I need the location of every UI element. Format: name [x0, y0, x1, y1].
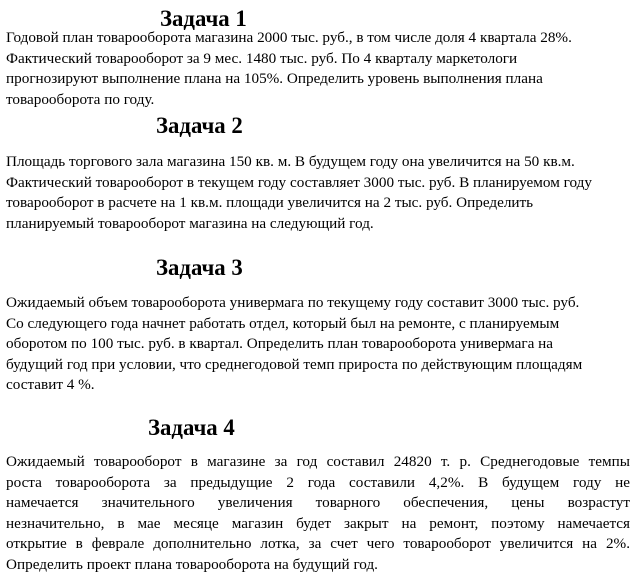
task-1-line: прогнозируют выполнение плана на 105%. Определить уровень выполнения плана	[6, 70, 543, 88]
task-4-text	[6, 452, 630, 576]
task-1-line: Фактический товарооборот за 9 мес. 1480 тыс. руб. По 4 кварталу маркетологи	[6, 49, 518, 67]
task-2-line: Площадь торгового зала магазина 150 кв. м. В будущем году она увеличится на 50 кв.м.	[6, 153, 575, 170]
task-3-line: составит 4 %.	[6, 376, 95, 394]
task-2-line: планируемый товарооборот магазина на следующий год.	[6, 214, 374, 232]
task-1-text	[6, 28, 630, 110]
task-1-line: товарооборота по году.	[6, 90, 155, 108]
task-4-line: роста товарооборота за предыдущие 2 года составили 4,2%. В будущем году не	[6, 473, 630, 491]
task-2-title: Задача 2	[156, 113, 243, 138]
task-3-line: Ожидаемый объем товарооборота универмага по текущему году составит 3000 тыс. руб.	[6, 294, 580, 311]
task-4-title: Задача 4	[148, 415, 235, 440]
task-3-line: Со следующего года начнет работать отдел, который был на ремонте, с планируемым	[6, 314, 560, 332]
task-1-title: Задача 1	[160, 6, 247, 31]
task-4-line: Ожидаемый товарооборот в магазине за год составил 24820 т. р. Среднегодовые темпы	[6, 453, 630, 470]
task-2-line: Фактический товарооборот в текущем году составляет 3000 тыс. руб. В планируемом году	[6, 173, 592, 191]
task-3-line: оборотом по 100 тыс. руб. в квартал. Определить план товарооборота универмага на	[6, 335, 554, 353]
task-3-title: Задача 3	[156, 255, 243, 280]
task-3-line: будущий год при условии, что среднегодовой темп прироста по действующим площадям	[6, 355, 583, 373]
task-4-line: открытие в феврале дополнительно лотка, за счет чего товарооборот увеличится на 2%.	[6, 535, 630, 553]
task-2-line: товарооборот в расчете на 1 кв.м. площади увеличится на 2 тыс. руб. Определить	[6, 194, 534, 212]
task-4-line: Определить проект плана товарооборота на будущий год.	[6, 555, 378, 573]
task-2-text	[6, 152, 630, 234]
task-1-line: Годовой план товарооборота магазина 2000 тыс. руб., в том числе доля 4 квартала 28%.	[6, 29, 572, 46]
task-4-line: незначительно, в мае месяце магазин будет закрыт на ремонт, поэтому намечается	[6, 514, 630, 532]
task-4-line: намечается значительного увеличения товарного обеспечения, цены возрастут	[6, 494, 630, 512]
task-3-text	[6, 293, 630, 396]
